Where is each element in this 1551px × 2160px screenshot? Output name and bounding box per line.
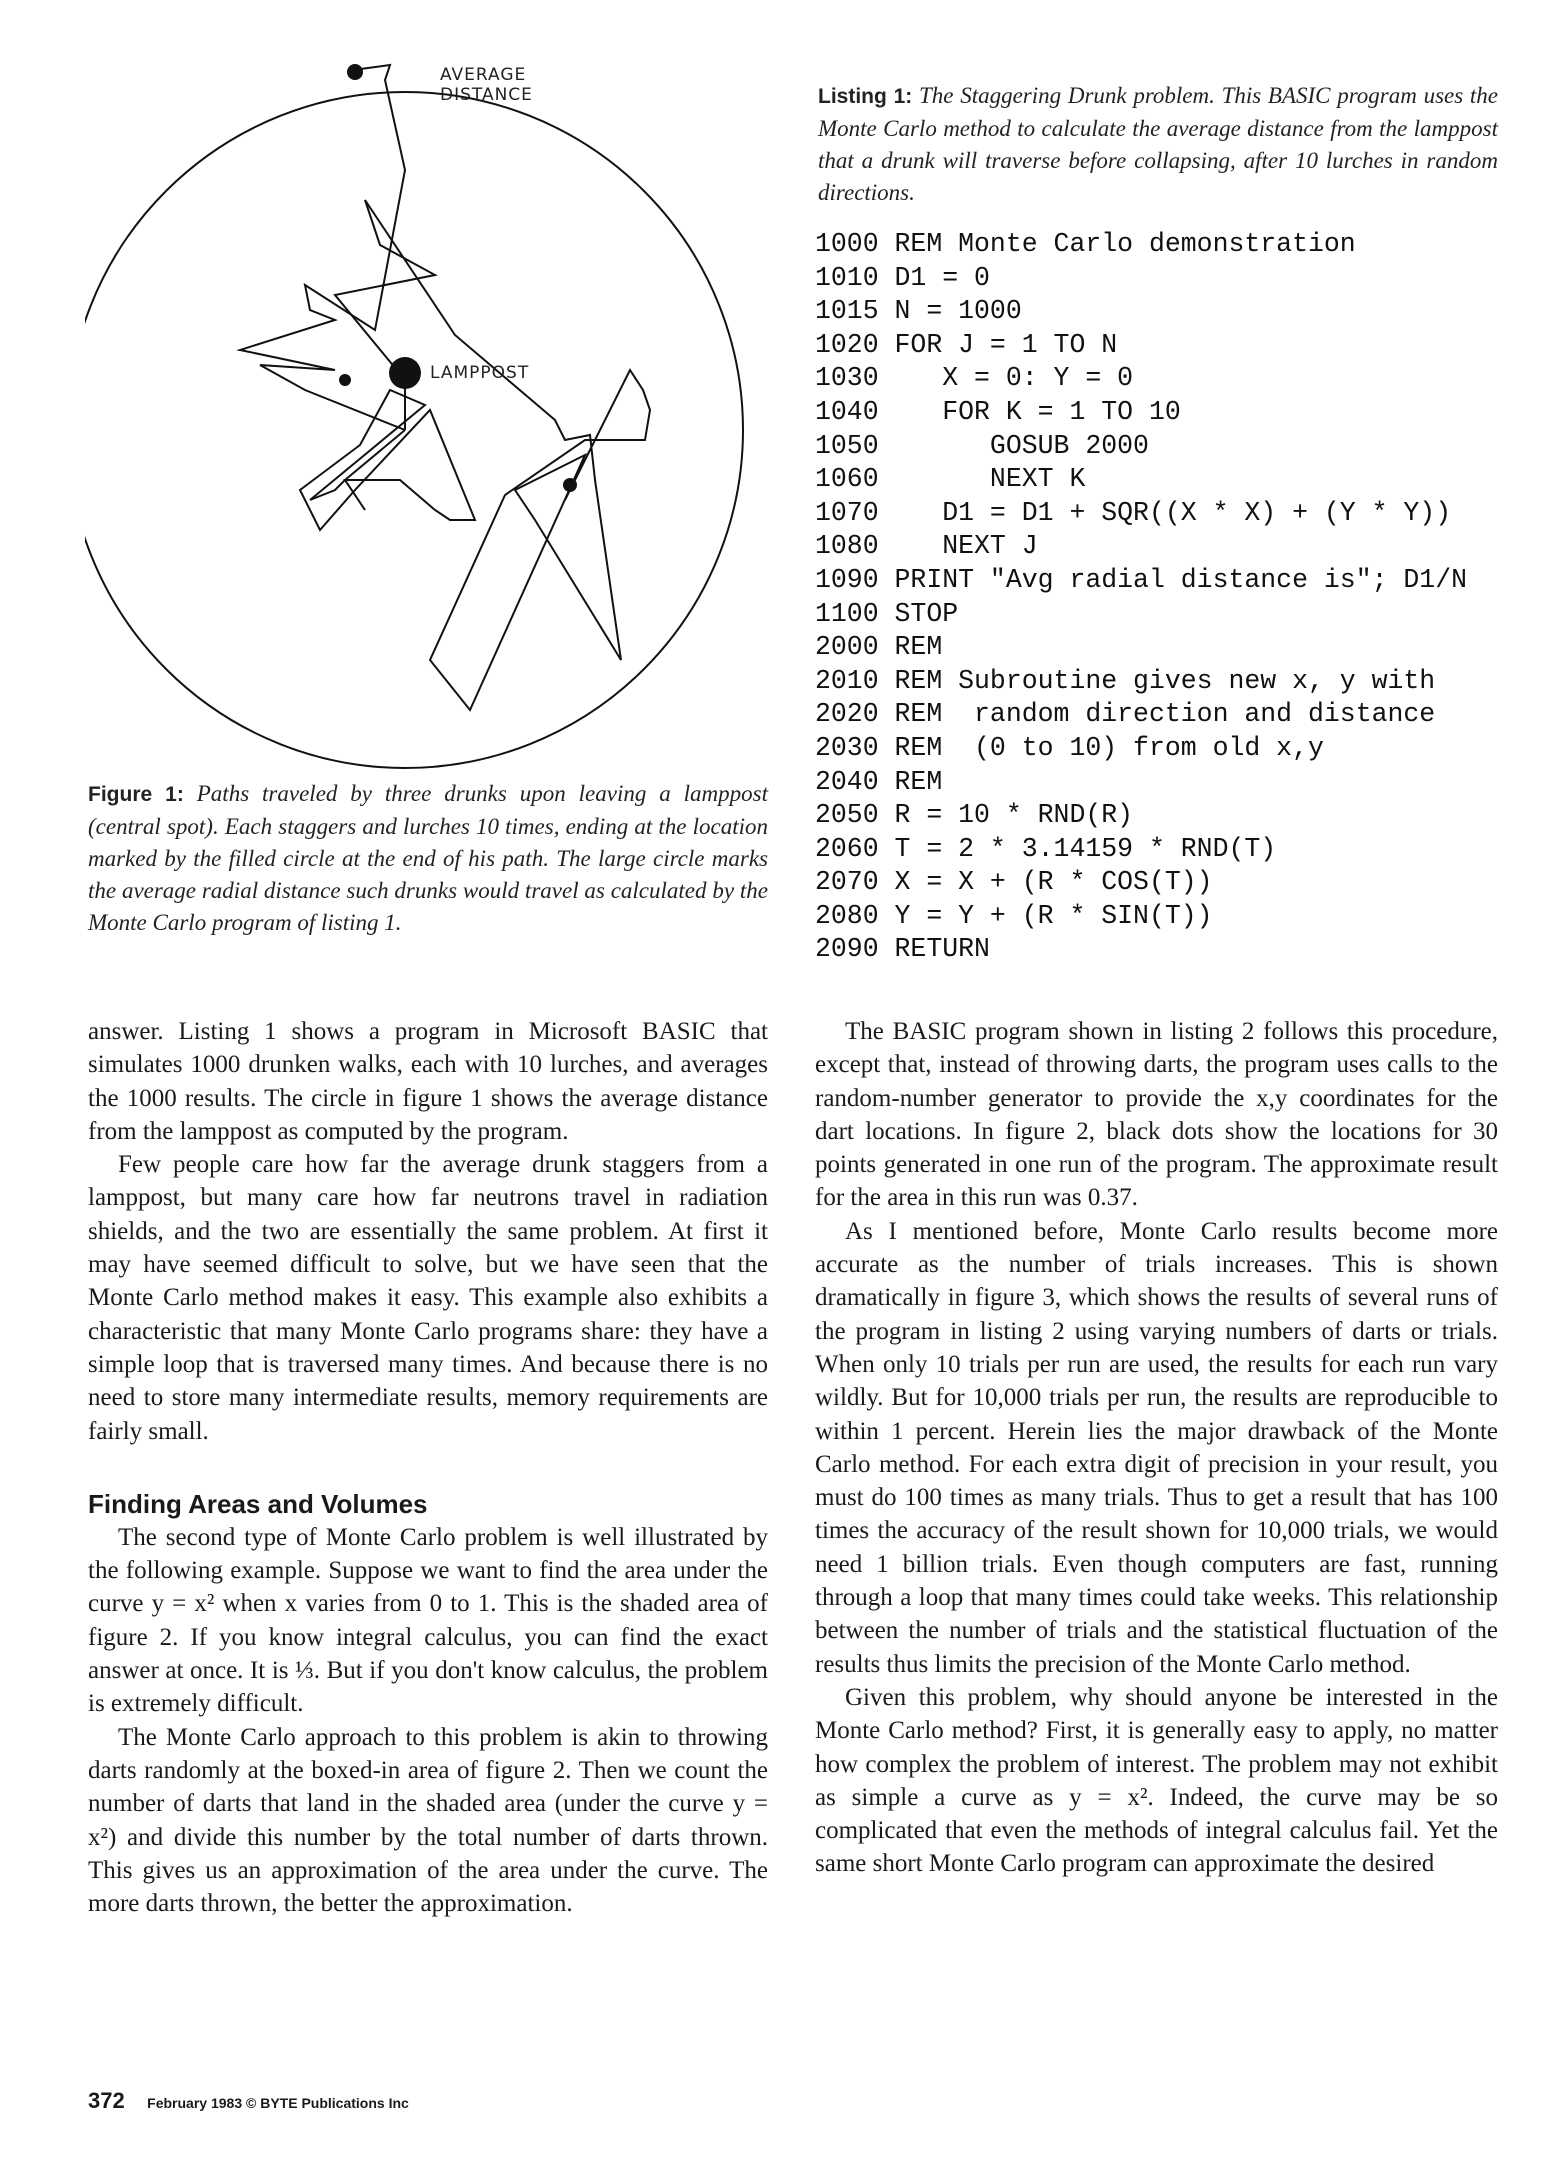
listing-1-code: [815, 228, 1535, 967]
code-line: 2060 T = 2 * 3.14159 * RND(T): [815, 833, 1277, 864]
code-line: 2010 REM Subroutine gives new x, y with: [815, 665, 1436, 696]
page-footer: [88, 2088, 409, 2114]
drunk-walk-diagram: [85, 60, 785, 780]
left-text-column: [88, 1015, 768, 1920]
figure-1-drunk-paths: [85, 60, 785, 780]
code-line: 1020 FOR J = 1 TO N: [815, 329, 1118, 360]
footer-credit: February 1983 © BYTE Publications Inc: [147, 2095, 409, 2111]
code-line: 1100 STOP: [815, 598, 959, 629]
code-line: 1090 PRINT "Avg radial distance is"; D1/N: [815, 564, 1468, 595]
paragraph: Few people care how far the average drunk staggers from a lamppost, but many care how far neutrons travel in radiation shields, and the two are essentially the same problem. At first it may have seemed difficult to solve, but we have seen that the Monte Carlo method makes it easy. This example also exhibits a characteristic that many Monte Carlo programs share: they have a simple loop that is traversed many times. And because there is no need to store many intermediate results, memory requirements are fairly small.: [88, 1151, 768, 1445]
drunk-end-dot-1: [347, 64, 363, 80]
code-line: 2030 REM (0 to 10) from old x,y: [815, 732, 1324, 763]
code-line: 2050 R = 10 * RND(R): [815, 800, 1134, 831]
code-line: 1080 NEXT J: [815, 531, 1038, 562]
page-number: 372: [88, 2088, 125, 2113]
code-line: 1070 D1 = D1 + SQR((X * X) + (Y * Y)): [815, 497, 1452, 528]
code-line: 1000 REM Monte Carlo demonstration: [815, 229, 1356, 259]
figure-1-caption: [88, 778, 768, 939]
label-average: AVERAGE: [440, 65, 527, 85]
code-line: 1060 NEXT K: [815, 464, 1086, 495]
code-line: 2090 RETURN: [815, 934, 990, 965]
paragraph: The Monte Carlo approach to this problem is akin to throwing darts randomly at the boxed-in area of figure 2. Then we count the number of darts that land in the shaded area (under the curve y = x²) and divide this number by the total number of darts thrown. This gives us an approximation of the area under the curve. The more darts thrown, the better the approximation.: [88, 1723, 768, 1918]
label-distance: DISTANCE: [440, 85, 533, 105]
code-line: 2040 REM: [815, 766, 943, 797]
average-distance-circle: [85, 92, 743, 768]
label-lamppost: LAMPPOST: [430, 363, 530, 383]
paragraph: The BASIC program shown in listing 2 follows this procedure, except that, instead of throwing darts, the program uses calls to the random-number generator to provide the x,y coordinates for the dart locations. In figure 2, black dots show the locations for 30 points generated in one run of the program. The approximate result for the area in this run was 0.37.: [815, 1018, 1498, 1212]
listing-caption-title: Listing 1:: [818, 85, 913, 108]
code-line: 1015 N = 1000: [815, 296, 1022, 327]
code-line: 1010 D1 = 0: [815, 262, 990, 293]
figure-caption-text: Paths traveled by three drunks upon leaving a lamppost (central spot). Each staggers and lurches 10 times, ending at the location marked by the filled circle at the end of his path. The large circle marks the average radial distance such drunks would travel as calculated by the Monte Carlo program of listing 1.: [88, 781, 768, 935]
paragraph: Given this problem, why should anyone be interested in the Monte Carlo method? First, it is generally easy to apply, no matter how complex the problem of interest. The problem may not exhibit as simple a curve as y = x². Indeed, the curve may be so complicated that even the methods of integral calculus fail. Yet the same short Monte Carlo program can approximate the desired: [815, 1683, 1498, 1878]
listing-caption-text: The Staggering Drunk problem. This BASIC program uses the Monte Carlo method to calculate the average distance from the lamppost that a drunk will traverse before collapsing, after 10 lurches in random directions.: [818, 83, 1498, 205]
code-line: 1040 FOR K = 1 TO 10: [815, 396, 1181, 427]
code-line: 2080 Y = Y + (R * SIN(T)): [815, 900, 1213, 931]
drunk-end-dot-3: [563, 478, 577, 492]
paragraph: As I mentioned before, Monte Carlo results become more accurate as the number of trials increases. This is shown dramatically in figure 3, which shows the results of several runs of the program in listing 2 using varying numbers of darts or trials. When only 10 trials per run are used, the results for each run vary wildly. But for 10,000 trials per run, the results are reproducible to within 1 percent. Herein lies the major drawback of the Monte Carlo method. For each extra digit of precision in your result, you must do 100 times as many trials. Thus to get a result that has 100 times the accuracy of the result shown for 10,000 trials, we would need 1 billion trials. Even though computers are fast, running through a loop that many times could take weeks. This relationship between the number of trials and the statistical fluctuation of the results thus limits the precision of the Monte Carlo method.: [815, 1217, 1498, 1678]
code-line: 1030 X = 0: Y = 0: [815, 363, 1134, 394]
section-heading: Finding Areas and Volumes: [88, 1488, 428, 1519]
drunk-path-3: [335, 200, 650, 710]
drunk-path-2: [300, 390, 475, 530]
listing-1-caption: [818, 80, 1498, 209]
figure-caption-title: Figure 1:: [88, 783, 184, 806]
lamppost-marker: [389, 357, 421, 389]
code-line: 2020 REM random direction and distance: [815, 699, 1436, 730]
code-line: 2000 REM: [815, 632, 943, 663]
code-line: 1050 GOSUB 2000: [815, 430, 1149, 461]
paragraph: answer. Listing 1 shows a program in Microsoft BASIC that simulates 1000 drunken walks, each with 10 lurches, and averages the 1000 results. The circle in figure 1 shows the average distance from the lamppost as computed by the program.: [88, 1018, 768, 1145]
code-line: 2070 X = X + (R * COS(T)): [815, 867, 1213, 898]
drunk-end-dot-2: [339, 374, 351, 386]
drunk-path-1: [240, 65, 405, 430]
paragraph: The second type of Monte Carlo problem is well illustrated by the following example. Suppose we want to find the area under the curve y = x² when x varies from 0 to 1. This is the shaded area of figure 2. If you know integral calculus, you can find the exact answer at once. It is ⅓. But if you don't know calculus, the problem is extremely difficult.: [88, 1523, 768, 1718]
right-text-column: [815, 1015, 1498, 1881]
